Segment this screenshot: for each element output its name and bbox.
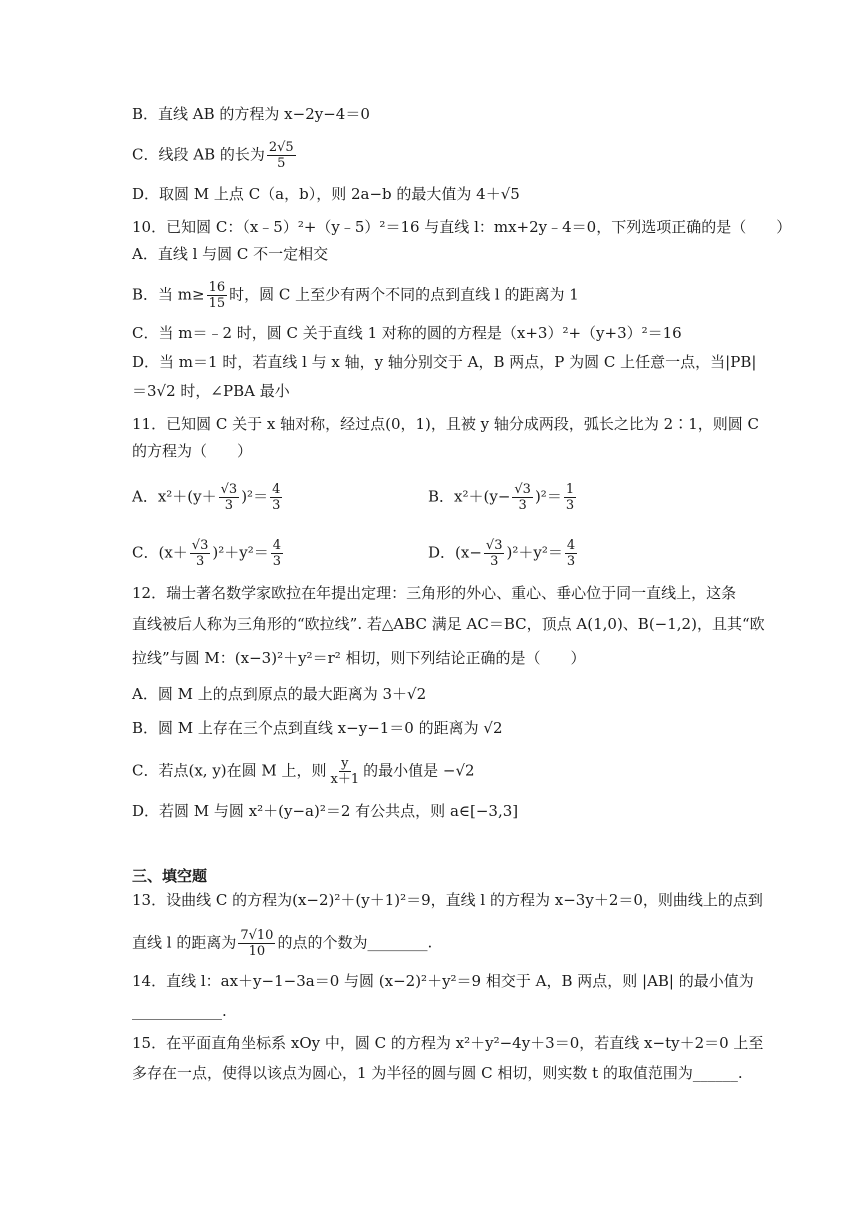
q9-option-c-fraction — [267, 140, 296, 171]
fraction — [190, 538, 211, 569]
fraction-denominator: 3 — [490, 554, 499, 569]
q10-option-a: A．直线 l 与圆 C 不一定相交 — [132, 245, 329, 263]
fraction-numerator: √3 — [485, 538, 503, 553]
fraction — [564, 482, 576, 513]
option-text: )²＝ — [241, 487, 269, 506]
option-text: )²＋y²＝ — [506, 543, 563, 562]
q12-option-a: A．圆 M 上的点到原点的最大距离为 3＋√2 — [132, 685, 427, 703]
q13-line2 — [132, 928, 432, 959]
question-text: 直线 l 的距离为 — [132, 933, 237, 952]
fraction-numerator: 4 — [566, 538, 576, 553]
option-text: C．(x＋ — [132, 543, 188, 562]
option-text: )²＝ — [534, 487, 562, 506]
section-title: 三、填空题 — [132, 867, 208, 885]
fraction-numerator: 4 — [272, 482, 281, 497]
fraction-numerator: √3 — [514, 482, 531, 497]
fraction-denominator: 5 — [277, 156, 286, 171]
q15-line1: 15．在平面直角坐标系 xOy 中，圆 C 的方程为 x²＋y²−4y＋3＝0，若直线 x−ty＋2＝0 上至 — [132, 1034, 764, 1052]
fraction-numerator: 1 — [565, 482, 575, 497]
q9-option-c-text: C．线段 AB 的长为 — [132, 145, 265, 164]
fraction-numerator: 16 — [208, 280, 226, 295]
fraction-denominator: x＋1 — [330, 772, 360, 787]
fraction-numerator: √3 — [191, 538, 209, 553]
fraction-numerator: y — [341, 756, 349, 771]
fraction — [565, 538, 577, 569]
q12-option-c — [132, 756, 475, 787]
fraction — [329, 756, 362, 787]
fraction — [270, 482, 282, 513]
q11-stem-line1: 11．已知圆 C 关于 x 轴对称，经过点(0，1)，且被 y 轴分成两段，弧长之比为 2∶1，则圆 C — [132, 415, 760, 433]
option-text: D．(x− — [428, 543, 482, 562]
fraction-denominator: 3 — [195, 554, 205, 569]
q10-option-b — [132, 280, 579, 311]
option-text: A．x²＋(y＋ — [132, 487, 217, 506]
question-text: 的点的个数为________. — [277, 933, 433, 952]
q13-line1: 13．设曲线 C 的方程为(x−2)²＋(y＋1)²＝9，直线 l 的方程为 x−3y＋2＝0，则曲线上的点到 — [132, 891, 763, 909]
q10-option-b-fraction — [207, 280, 228, 311]
fraction — [238, 928, 275, 959]
fraction-denominator: 3 — [566, 554, 576, 569]
fraction-numerator: 7√10 — [240, 928, 274, 943]
q10-stem: 10．已知圆 C：（x﹣5）²+（y﹣5）²＝16 与直线 l：mx+2y﹣4＝0，下列选项正确的是（ ） — [132, 218, 792, 236]
fraction-numerator: √3 — [220, 482, 238, 497]
fraction-numerator: 4 — [272, 538, 281, 553]
fraction-denominator: 10 — [248, 944, 266, 959]
fraction — [484, 538, 505, 569]
q11-option-c — [132, 538, 285, 569]
option-text: B．x²＋(y− — [428, 487, 511, 506]
q12-stem-line1: 12．瑞士著名数学家欧拉在年提出定理：三角形的外心、重心、垂心位于同一直线上，这条 — [132, 584, 737, 602]
q11-stem-line2: 的方程为（ ） — [132, 442, 253, 460]
q9-option-c — [132, 140, 298, 171]
fraction-denominator: 15 — [208, 296, 226, 311]
q12-option-d: D．若圆 M 与圆 x²＋(y−a)²＝2 有公共点，则 a∈[−3,3] — [132, 802, 519, 820]
fraction — [219, 482, 240, 513]
fraction — [512, 482, 533, 513]
fraction-denominator: 3 — [224, 498, 234, 513]
q12-stem-line2: 直线被后人称为三角形的“欧拉线”. 若△ABC 满足 AC＝BC，顶点 A(1,0)、B(−1,2)，且其“欧 — [132, 615, 765, 633]
q10-option-d-line2: ＝3√2 时，∠PBA 最小 — [132, 382, 290, 400]
q11-option-b — [428, 482, 578, 513]
q14-line1: 14．直线 l：ax＋y−1−3a＝0 与圆 (x−2)²＋y²＝9 相交于 A，B 两点，则 |AB| 的最小值为 — [132, 972, 754, 990]
q14-line2: ____________. — [132, 1002, 227, 1020]
fraction-numerator: 2√5 — [268, 140, 294, 155]
q10-option-b-suffix: 时，圆 C 上至少有两个不同的点到直线 l 的距离为 1 — [229, 285, 579, 304]
fraction-denominator: 3 — [565, 498, 575, 513]
q11-option-a — [132, 482, 284, 513]
q11-option-d — [428, 538, 579, 569]
fraction-denominator: 3 — [518, 498, 527, 513]
fraction — [271, 538, 283, 569]
option-text: 的最小值是 −√2 — [363, 761, 475, 780]
q12-stem-line3: 拉线”与圆 M：(x−3)²＋y²＝r² 相切，则下列结论正确的是（ ） — [132, 649, 586, 667]
q9-option-b: B．直线 AB 的方程为 x−2y−4＝0 — [132, 105, 370, 123]
q10-option-b-prefix: B．当 m≥ — [132, 285, 205, 304]
q10-option-d-line1: D．当 m＝1 时，若直线 l 与 x 轴，y 轴分别交于 A，B 两点，P 为圆 C 上任意一点，当|PB| — [132, 353, 757, 371]
q15-line2: 多存在一点，使得以该点为圆心，1 为半径的圆与圆 C 相切，则实数 t 的取值范围为______. — [132, 1064, 743, 1082]
q12-option-b: B．圆 M 上存在三个点到直线 x−y−1＝0 的距离为 √2 — [132, 719, 503, 737]
q9-option-d: D．取圆 M 上点 C（a，b），则 2a−b 的最大值为 4＋√5 — [132, 185, 520, 203]
fraction-denominator: 3 — [272, 498, 281, 513]
q10-option-c: C．当 m＝﹣2 时，圆 C 关于直线 1 对称的圆的方程是（x+3）²+（y+3）²＝16 — [132, 324, 682, 342]
option-text: C．若点(x, y)在圆 M 上，则 — [132, 761, 327, 780]
option-text: )²＋y²＝ — [212, 543, 269, 562]
fraction-denominator: 3 — [272, 554, 281, 569]
